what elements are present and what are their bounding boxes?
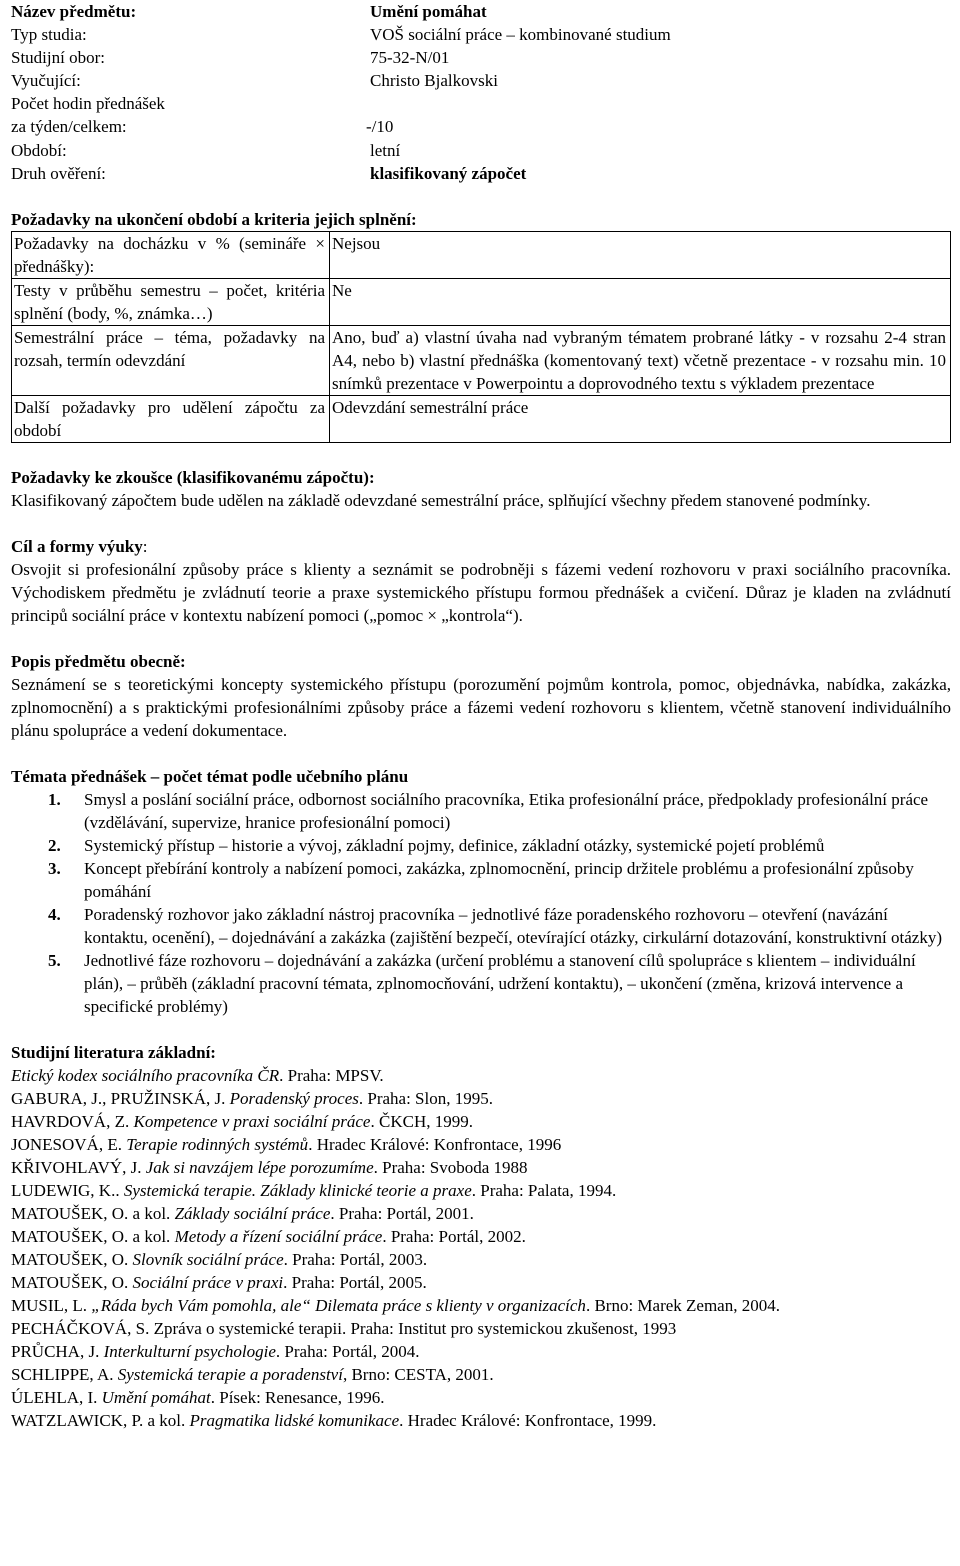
requirement-label: Požadavky na docházku v % (semináře × přednášky): — [12, 232, 330, 279]
requirement-value: Nejsou — [330, 232, 951, 279]
info-value: 75-32-N/01 — [370, 48, 450, 67]
literature-section — [11, 1041, 951, 1432]
topic-number: 3. — [48, 859, 61, 878]
topic-number: 1. — [48, 790, 61, 809]
literature-item: GABURA, J., PRUŽINSKÁ, J. Poradenský proces. Praha: Slon, 1995. — [11, 1089, 493, 1108]
info-label: Název předmětu: — [11, 2, 137, 21]
info-label: Počet hodin přednášek — [11, 94, 165, 113]
list-item — [11, 903, 951, 949]
requirement-label: Testy v průběhu semestru – počet, kritéria splnění (body, %, známka…) — [12, 279, 330, 326]
requirements-heading: Požadavky na ukončení období a kriteria jejich splnění: — [11, 210, 417, 229]
list-item — [11, 857, 951, 903]
info-label: Typ studia: — [11, 25, 87, 44]
goals-section — [11, 535, 951, 627]
literature-item: KŘIVOHLAVÝ, J. Jak si navzájem lépe porozumíme. Praha: Svoboda 1988 — [11, 1158, 528, 1177]
requirement-label: Semestrální práce – téma, požadavky na rozsah, termín odevzdání — [12, 326, 330, 396]
course-info — [11, 0, 951, 190]
goals-text: Osvojit si profesionální způsoby práce s klienty a seznámit se podrobněji s fázemi vedení rozhovoru v praxi sociálního pracovníka. Východiskem předmětu je zvládnutí teorie a praxe systemického přístupu formou přednášek a cvičení. Důraz je kladen na zvládnutí principů sociální práce v kontextu nabízení pomoci („pomoc × „kontrola“). — [11, 560, 951, 625]
topic-number: 2. — [48, 836, 61, 855]
list-item — [11, 834, 951, 857]
literature-item: MATOUŠEK, O. a kol. Základy sociální práce. Praha: Portál, 2001. — [11, 1204, 474, 1223]
requirement-value: Ano, buď a) vlastní úvaha nad vybraným tématem probrané látky - v rozsahu 2-4 stran A4, nebo b) vlastní přednáška (komentovaný text) včetně prezentace - v rozsahu min. 10 snímků prezentace v Powerpointu a doprovodného textu s výkladem prezentace — [330, 326, 951, 396]
topic-number: 4. — [48, 905, 61, 924]
info-value: klasifikovaný zápočet — [370, 164, 527, 183]
topic-number: 5. — [48, 951, 61, 970]
literature-item: PRŮCHA, J. Interkulturní psychologie. Praha: Portál, 2004. — [11, 1342, 420, 1361]
description-text: Seznámení se s teoretickými koncepty systemického přístupu (porozumění pojmům kontrola, pomoc, objednávka, nabídka, zakázka, zplnomocnění) a s praktickými profesionálními způsoby práce a fázemi vedení rozhovoru s klientem, včetně stanovení individuálního plánu spolupráce a vedení dokumentace. — [11, 675, 951, 740]
info-label: Vyučující: — [11, 71, 81, 90]
goals-heading: Cíl a formy výuky — [11, 537, 143, 556]
requirement-label: Další požadavky pro udělení zápočtu za období — [12, 396, 330, 443]
topic-text: Jednotlivé fáze rozhovoru – dojednávání a zakázka (určení problému a stanovení cílů spolupráce s klientem – individuální plán), – průběh (základní pracovní témata, zplnomocňování, udržení kontaktu), – ukončení (změna, krizová intervence a specifické problémy) — [84, 951, 916, 1016]
literature-item: PECHÁČKOVÁ, S. Zpráva o systemické terapii. Praha: Institut pro systemickou zkušenost, 1993 — [11, 1319, 677, 1338]
literature-heading: Studijní literatura základní: — [11, 1043, 216, 1062]
topics-list — [11, 788, 951, 1018]
info-label: Studijní obor: — [11, 48, 105, 67]
exam-heading: Požadavky ke zkoušce (klasifikovanému zápočtu): — [11, 468, 375, 487]
topic-text: Systemický přístup – historie a vývoj, základní pojmy, definice, základní otázky, systemické pojetí problémů — [84, 836, 825, 855]
info-value: VOŠ sociální práce – kombinované studium — [370, 25, 671, 44]
literature-item: LUDEWIG, K.. Systemická terapie. Základy klinické teorie a praxe. Praha: Palata, 1994. — [11, 1181, 617, 1200]
list-item — [11, 949, 951, 1018]
table-row — [12, 396, 951, 443]
topics-heading: Témata přednášek – počet témat podle učebního plánu — [11, 767, 409, 786]
info-label: za týden/celkem: — [11, 117, 127, 136]
literature-item: MUSIL, L. „Ráda bych Vám pomohla, ale“ Dilemata práce s klienty v organizacích. Brno: Marek Zeman, 2004. — [11, 1296, 780, 1315]
info-label: Druh ověření: — [11, 164, 106, 183]
literature-item: MATOUŠEK, O. a kol. Metody a řízení sociální práce. Praha: Portál, 2002. — [11, 1227, 526, 1246]
requirement-value: Odevzdání semestrální práce — [330, 396, 951, 443]
table-row — [12, 326, 951, 396]
topic-text: Smysl a poslání sociální práce, odbornost sociálního pracovníka, Etika profesionální práce, předpoklady profesionální práce (vzdělávání, supervize, hranice profesionální pomoci) — [84, 790, 929, 832]
document-page — [11, 0, 951, 1432]
info-value: Umění pomáhat — [370, 2, 487, 21]
topic-text: Poradenský rozhovor jako základní nástroj pracovníka – jednotlivé fáze poradenského rozhovoru – otevření (navázání kontaktu, ocenění), – dojednávání a zakázka (zajištění bezpečí, otevírající otázky, cirkulární dotazování, konstruktivní otázky) — [84, 905, 943, 947]
table-row — [12, 232, 951, 279]
info-value: Christo Bjalkovski — [370, 71, 498, 90]
exam-section — [11, 466, 951, 512]
topics-section — [11, 765, 951, 1018]
info-value: letní — [370, 141, 401, 160]
description-section — [11, 650, 951, 742]
literature-item: JONESOVÁ, E. Terapie rodinných systémů. Hradec Králové: Konfrontace, 1996 — [11, 1135, 562, 1154]
description-heading: Popis předmětu obecně: — [11, 652, 186, 671]
info-value: -/10 — [366, 117, 394, 136]
literature-item: WATZLAWICK, P. a kol. Pragmatika lidské komunikace. Hradec Králové: Konfrontace, 1999. — [11, 1411, 657, 1430]
topic-text: Koncept přebírání kontroly a nabízení pomoci, zakázka, zplnomocnění, princip držitele problému a profesionální způsoby pomáhání — [84, 859, 914, 901]
goals-colon: : — [142, 537, 148, 556]
literature-item: MATOUŠEK, O. Slovník sociální práce. Praha: Portál, 2003. — [11, 1250, 428, 1269]
table-row — [12, 279, 951, 326]
literature-item: SCHLIPPE, A. Systemická terapie a poradenství, Brno: CESTA, 2001. — [11, 1365, 494, 1384]
info-label: Období: — [11, 141, 67, 160]
literature-item: MATOUŠEK, O. Sociální práce v praxi. Praha: Portál, 2005. — [11, 1273, 427, 1292]
requirement-value: Ne — [330, 279, 951, 326]
literature-item: ÚLEHLA, I. Umění pomáhat. Písek: Renesance, 1996. — [11, 1388, 385, 1407]
literature-item: HAVRDOVÁ, Z. Kompetence v praxi sociální práce. ČKCH, 1999. — [11, 1112, 473, 1131]
requirements-table — [11, 231, 951, 443]
list-item — [11, 788, 951, 834]
literature-item: Etický kodex sociálního pracovníka ČR. Praha: MPSV. — [11, 1066, 384, 1085]
exam-text: Klasifikovaný zápočtem bude udělen na základě odevzdané semestrální práce, splňující všechny předem stanovené podmínky. — [11, 491, 871, 510]
